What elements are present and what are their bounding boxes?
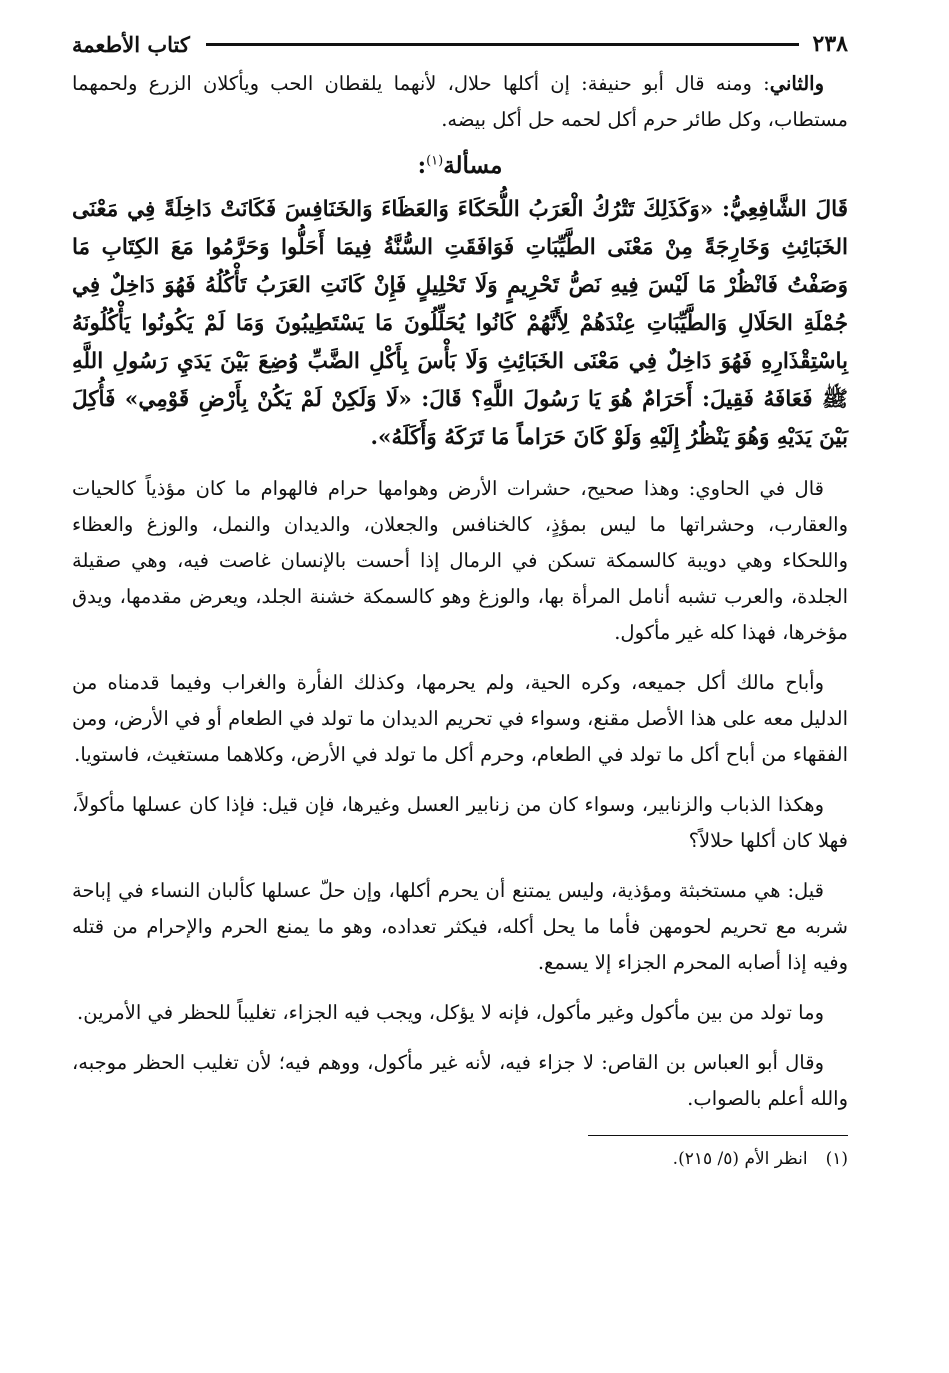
shafii-quote: قَالَ الشَّافِعِيُّ: «وَكَذَلِكَ تَتْرُكُ الْعَرَبُ اللُّحَكَاءَ وَالعَظَاءَ وَالخَنَافِسَ فَكَانَتْ دَاخِلَةً فِي مَعْنَى الخَبَائِثِ وَخَارِجَةً مِنْ مَعْنَى الطَّيِّبَاتِ فَوَافَقَتِ السُّنَّةُ فِيمَا أَحَلُّوا وَحَرَّمُوا مَعَ الكِتَابِ مَا وَصَفْتُ فَانْظُرْ مَا لَيْسَ فِيهِ نَصُّ تَحْرِيمٍ وَلَا تَحْلِيلٍ فَإِنْ كَانَتِ العَرَبُ تَأْكُلُهُ فَهُوَ دَاخِلٌ فِي جُمْلَةِ الحَلَالِ وَالطَّيِّبَاتِ عِنْدَهُمْ لِأَنَّهُمْ كَانُوا يُحَلِّلُونَ مَا يَسْتَطِيبُونَ وَمَا لَمْ يَكُونُوا يَأْكُلُونَهُ بِاسْتِقْذَارِهِ فَهُوَ دَاخِلٌ فِي مَعْنَى الخَبَائِثِ وَلَا بَأْسَ بِأَكْلِ الضَّبِّ وُضِعَ بَيْنَ يَدَيِ رَسُولِ اللَّهِ ﷺ فَعَافَهُ فَقِيلَ: أَحَرَامٌ هُوَ يَا رَسُولَ اللَّهِ؟ قَالَ: «لَا وَلَكِنْ لَمْ يَكُنْ بِأَرْضِ قَوْمِي» فَأُكِلَ بَيْنَ يَدَيْهِ وَهُوَ يَنْظُرُ إِلَيْهِ وَلَوْ كَانَ حَرَاماً مَا تَرَكَهُ وَأَكَلَهُ». <box>72 197 848 450</box>
paragraph-flies: وهكذا الذباب والزنابير، وسواء كان من زنابير العسل وغيرها، فإن قيل: فإذا كان عسلها مأكولاً، فهلا كان أكلها حلالاً؟ <box>72 793 848 852</box>
running-title: كتاب الأطعمة <box>72 31 190 57</box>
paragraph-answer: قيل: هي مستخبثة ومؤذية، وليس يمتنع أن يحرم أكلها، وإن حلّ عسلها كألبان النساء في إباحة شربه مع تحريم لحومهن فأما ما يحل أكله، فيكثر تعداده، وهو ما يمنع الحرم والإحرام من قتله وفيه إذا أصابه المحرم الجزاء إلا يسمع. <box>72 879 848 974</box>
issue-title: مسألة <box>443 152 503 179</box>
book-page <box>72 22 848 1172</box>
footnote-text: انظر الأم (٥/ ٢١٥). <box>672 1149 808 1169</box>
issue-footnote-marker: (١) <box>426 153 444 169</box>
footnote <box>72 1146 848 1172</box>
page-header <box>72 22 848 66</box>
paragraph-malik: وأباح مالك أكل جميعه، وكره الحية، ولم يحرمها، وكذلك الفأرة والغراب وفيما قدمناه من الدليل معه على هذا الأصل مقنع، وسواء في تحريم الديدان ما تولد في الطعام أو في الأرض، ومن الفقهاء من أباح أكل ما تولد في الطعام، وحرم أكل ما تولد في الأرض، وكلاهما مستغيث، فاستويا. <box>72 671 848 766</box>
issue-colon: : <box>417 152 427 179</box>
footnote-number: (١) <box>825 1149 848 1169</box>
intro-text: : ومنه قال أبو حنيفة: إن أكلها حلال، لأنهما يلقطان الحب ويأكلان الزرع ولحمهما مستطاب، وكل طائر حرم أكل لحمه حل أكل بيضه. <box>72 72 848 131</box>
issue-heading <box>72 152 848 179</box>
paragraph-ibn-alqass: وقال أبو العباس بن القاص: لا جزاء فيه، لأنه غير مأكول، ووهم فيه؛ لأن تغليب الحظر موجبه، والله أعلم بالصواب. <box>72 1051 848 1110</box>
intro-lead: والثاني <box>769 72 824 95</box>
page-number: ٢٣٨ <box>812 31 848 57</box>
paragraph-hawi: قال في الحاوي: وهذا صحيح، حشرات الأرض وهوامها حرام فالهوام ما كان مؤذياً كالحيات والعقارب، وحشراتها ما ليس بمؤذٍ، كالخنافس والجعلان، والديدان والنمل، والوزغ والعظاء واللحكاء وهي دويبة كالسمكة تسكن في الرمال إذا أحست بالإنسان غاصت فيه، وهي صقيلة الجلدة، والعرب تشبه أنامل المرأة بها، والوزغ وهو كالسمكة خشنة الجلد، ويعرض مقدمها، ويدق مؤخرها، فهذا كله غير مأكول. <box>72 477 848 644</box>
header-rule <box>206 43 799 46</box>
intro-paragraph <box>72 66 848 138</box>
paragraph-hybrid: وما تولد من بين مأكول وغير مأكول، فإنه لا يؤكل، ويجب فيه الجزاء، تغليباً للحظر في الأمرين. <box>77 1001 824 1024</box>
footnote-rule <box>588 1135 848 1136</box>
